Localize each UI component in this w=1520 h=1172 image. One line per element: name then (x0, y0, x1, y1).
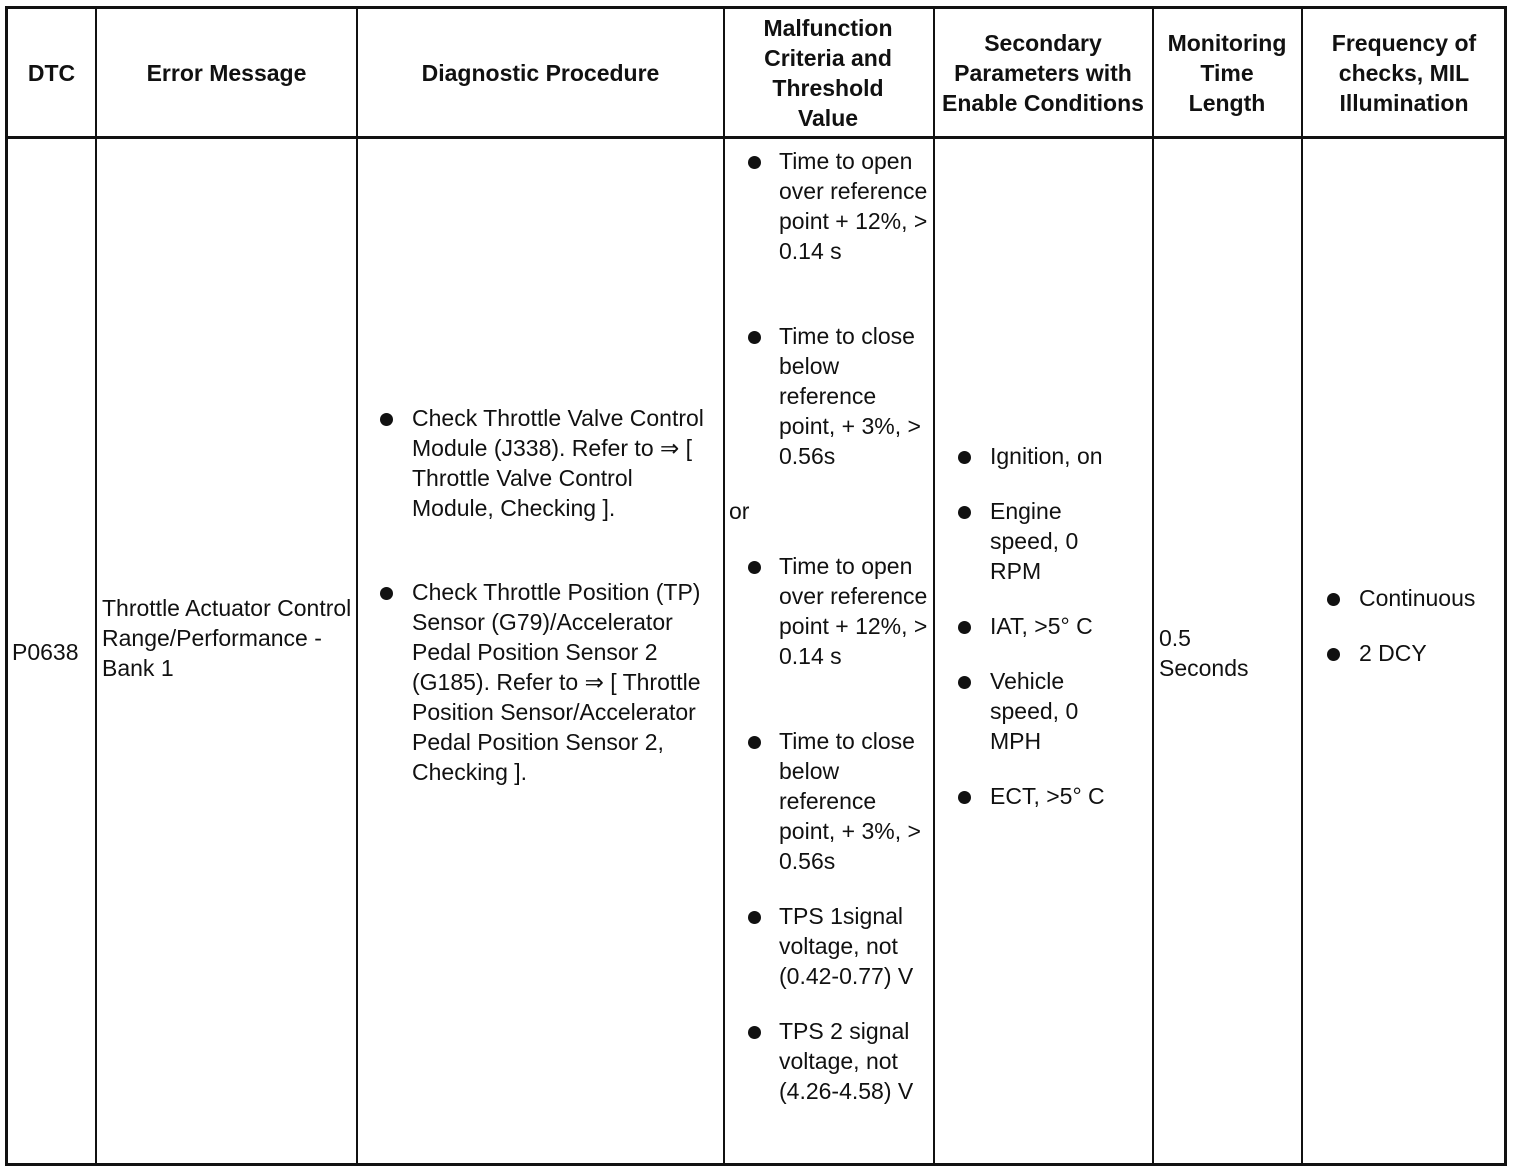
bullet-icon (958, 506, 971, 519)
bullet-icon (380, 413, 393, 426)
table-frame (5, 6, 1507, 1166)
bullet-icon (748, 561, 761, 574)
header-diagnostic-procedure: Diagnostic Procedure (421, 59, 660, 86)
frequency-item-text: 2 DCY (1359, 640, 1427, 666)
diagnostic-step-text: Check Throttle Position (TP) Sensor (G79)/Accelerator Pedal Position Sensor 2 (G185). Refer to ⇒ [ Throttle Position Sensor/Accelerator Pedal Position Sensor 2, Checking ]. (412, 579, 701, 785)
enable-condition-text: Vehicle speed, 0 MPH (990, 668, 1079, 754)
bullet-icon (748, 331, 761, 344)
criterion-text: Time to close below reference point, + 3%, > 0.56s (779, 728, 921, 874)
criterion-text: TPS 1signal voltage, not (0.42-0.77) V (779, 903, 914, 989)
bullet-icon (380, 587, 393, 600)
criterion-text: Time to open over reference point + 12%, > 0.14 s (779, 148, 928, 264)
criterion-text: Time to open over reference point + 12%, > 0.14 s (779, 553, 928, 669)
column-divider (723, 6, 725, 1166)
header-malfunction-criteria: Malfunction Criteria and Threshold Value (763, 14, 893, 131)
column-divider (1152, 6, 1154, 1166)
bullet-icon (748, 736, 761, 749)
column-divider (933, 6, 935, 1166)
column-divider (95, 6, 97, 1166)
column-divider (1301, 6, 1303, 1166)
enable-condition-text: Engine speed, 0 RPM (990, 498, 1079, 584)
error-message: Throttle Actuator Control Range/Performance - Bank 1 (102, 595, 352, 681)
enable-condition-text: Ignition, on (990, 443, 1103, 469)
dtc-code: P0638 (12, 639, 79, 665)
criterion-text: Time to close below reference point, + 3%, > 0.56s (779, 323, 921, 469)
bullet-icon (748, 1026, 761, 1039)
diagnostic-step-text: Check Throttle Valve Control Module (J338). Refer to ⇒ [ Throttle Valve Control Module, Checking ]. (412, 405, 704, 521)
bullet-icon (958, 676, 971, 689)
bullet-icon (1327, 648, 1340, 661)
bullet-icon (958, 791, 971, 804)
header-dtc: DTC (27, 59, 76, 86)
header-monitoring-time: Monitoring Time Length (1167, 29, 1287, 116)
bullet-icon (748, 911, 761, 924)
header-divider (5, 136, 1507, 139)
header-secondary-parameters: Secondary Parameters with Enable Conditions (942, 29, 1144, 116)
bullet-icon (958, 451, 971, 464)
header-error-message: Error Message (146, 59, 307, 86)
column-divider (356, 6, 358, 1166)
bullet-icon (1327, 593, 1340, 606)
or-label: or (729, 498, 750, 524)
bullet-icon (748, 156, 761, 169)
frequency-item-text: Continuous (1359, 585, 1476, 611)
enable-condition-text: ECT, >5° C (990, 783, 1105, 809)
enable-condition-text: IAT, >5° C (990, 613, 1093, 639)
monitoring-time-value: 0.5 Seconds (1159, 625, 1249, 681)
bullet-icon (958, 621, 971, 634)
criterion-text: TPS 2 signal voltage, not (4.26-4.58) V (779, 1018, 914, 1104)
header-frequency: Frequency of checks, MIL Illumination (1331, 29, 1477, 116)
